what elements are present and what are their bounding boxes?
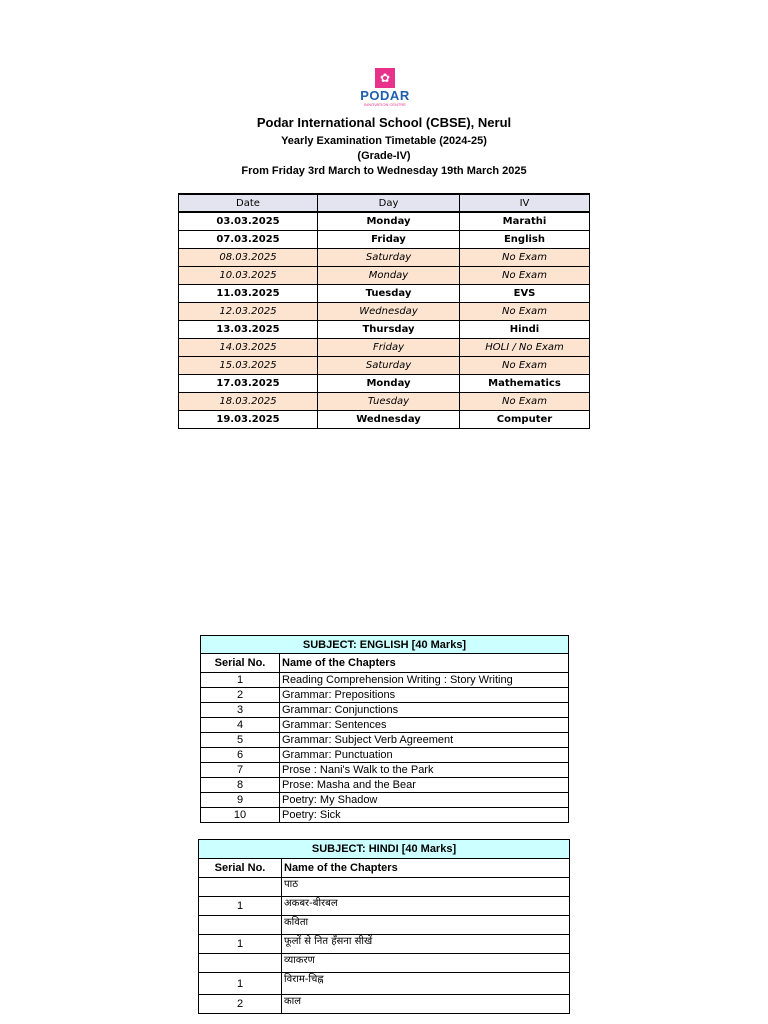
english-chapter-row: [201, 718, 569, 733]
exam-day: Wednesday: [318, 303, 460, 321]
hindi-col-serial: Serial No.: [199, 859, 282, 878]
exam-day: Monday: [318, 375, 460, 393]
grade-label: (Grade-IV): [357, 150, 411, 162]
exam-date: 15.03.2025: [179, 357, 318, 375]
serial-number: [199, 878, 282, 897]
exam-subject: Marathi: [460, 212, 590, 231]
exam-date: 17.03.2025: [179, 375, 318, 393]
exam-subject: Hindi: [460, 321, 590, 339]
serial-number: 6: [201, 748, 280, 763]
exam-date: 07.03.2025: [179, 231, 318, 249]
chapter-name: फूलों से नित हँसना सीखें: [282, 935, 570, 954]
hindi-col-chapters: Name of the Chapters: [282, 859, 570, 878]
exam-subject: Computer: [460, 411, 590, 429]
english-table-title: SUBJECT: ENGLISH [40 Marks]: [201, 636, 569, 654]
exam-day: Saturday: [318, 357, 460, 375]
serial-number: 1: [201, 673, 280, 688]
english-col-chapters: Name of the Chapters: [280, 654, 569, 673]
chapter-name: पाठ: [282, 878, 570, 897]
tree-icon: ✿: [375, 68, 395, 88]
chapter-name: Grammar: Conjunctions: [280, 703, 569, 718]
exam-date: 03.03.2025: [179, 212, 318, 231]
serial-number: [199, 954, 282, 973]
hindi-chapter-row: [199, 897, 570, 916]
exam-date: 19.03.2025: [179, 411, 318, 429]
timetable-row: [179, 339, 590, 357]
timetable-row: [179, 285, 590, 303]
exam-subject: English: [460, 231, 590, 249]
timetable-row: [179, 375, 590, 393]
hindi-chapter-row: [199, 954, 570, 973]
hindi-chapter-row: [199, 878, 570, 897]
logo-text: PODAR: [360, 88, 410, 103]
chapter-name: Prose: Masha and the Bear: [280, 778, 569, 793]
exam-day: Friday: [318, 339, 460, 357]
exam-subject: No Exam: [460, 249, 590, 267]
timetable-row: [179, 267, 590, 285]
serial-number: 1: [199, 973, 282, 995]
exam-subject: No Exam: [460, 267, 590, 285]
english-chapter-row: [201, 748, 569, 763]
chapter-name: Grammar: Subject Verb Agreement: [280, 733, 569, 748]
exam-date: 12.03.2025: [179, 303, 318, 321]
col-grade: IV: [460, 194, 590, 212]
chapter-name: Grammar: Sentences: [280, 718, 569, 733]
exam-date: 13.03.2025: [179, 321, 318, 339]
exam-date: 14.03.2025: [179, 339, 318, 357]
timetable-row: [179, 357, 590, 375]
english-col-serial: Serial No.: [201, 654, 280, 673]
chapter-name: Poetry: Sick: [280, 808, 569, 823]
hindi-chapter-row: [199, 995, 570, 1014]
col-date: Date: [179, 194, 318, 212]
english-chapter-row: [201, 763, 569, 778]
chapter-name: व्याकरण: [282, 954, 570, 973]
exam-timetable: [178, 193, 590, 429]
exam-subject: EVS: [460, 285, 590, 303]
timetable-row: [179, 231, 590, 249]
exam-day: Friday: [318, 231, 460, 249]
exam-subject: No Exam: [460, 357, 590, 375]
serial-number: 10: [201, 808, 280, 823]
exam-date: 10.03.2025: [179, 267, 318, 285]
exam-day: Tuesday: [318, 285, 460, 303]
serial-number: 2: [199, 995, 282, 1014]
chapter-name: विराम-चिह्न: [282, 973, 570, 995]
chapter-name: Prose : Nani's Walk to the Park: [280, 763, 569, 778]
timetable-row: [179, 321, 590, 339]
serial-number: 1: [199, 935, 282, 954]
exam-day: Wednesday: [318, 411, 460, 429]
school-name: Podar International School (CBSE), Nerul: [256, 115, 512, 130]
exam-day: Saturday: [318, 249, 460, 267]
timetable-header: [179, 194, 590, 212]
exam-subject: No Exam: [460, 303, 590, 321]
english-chapter-row: [201, 778, 569, 793]
exam-day: Monday: [318, 212, 460, 231]
serial-number: 4: [201, 718, 280, 733]
exam-day: Monday: [318, 267, 460, 285]
english-chapter-row: [201, 793, 569, 808]
timetable-row: [179, 411, 590, 429]
serial-number: 7: [201, 763, 280, 778]
serial-number: 1: [199, 897, 282, 916]
exam-subject: HOLI / No Exam: [460, 339, 590, 357]
serial-number: 2: [201, 688, 280, 703]
hindi-chapter-row: [199, 973, 570, 995]
exam-day: Tuesday: [318, 393, 460, 411]
exam-date: 18.03.2025: [179, 393, 318, 411]
chapter-name: काल: [282, 995, 570, 1014]
col-day: Day: [318, 194, 460, 212]
english-chapter-row: [201, 688, 569, 703]
exam-date: 08.03.2025: [179, 249, 318, 267]
logo-subtext: INNOVATION CENTRE: [364, 102, 406, 107]
exam-date: 11.03.2025: [179, 285, 318, 303]
exam-subject: Mathematics: [460, 375, 590, 393]
english-chapter-row: [201, 808, 569, 823]
exam-title: Yearly Examination Timetable (2024-25): [281, 135, 487, 147]
chapter-name: अकबर-बीरबल: [282, 897, 570, 916]
timetable-row: [179, 212, 590, 231]
hindi-chapter-row: [199, 916, 570, 935]
english-chapter-row: [201, 673, 569, 688]
chapter-name: कविता: [282, 916, 570, 935]
school-logo: [359, 68, 411, 110]
serial-number: [199, 916, 282, 935]
exam-subject: No Exam: [460, 393, 590, 411]
timetable-row: [179, 249, 590, 267]
serial-number: 5: [201, 733, 280, 748]
timetable-row: [179, 303, 590, 321]
serial-number: 9: [201, 793, 280, 808]
chapter-name: Grammar: Punctuation: [280, 748, 569, 763]
english-chapter-row: [201, 703, 569, 718]
chapter-name: Reading Comprehension Writing : Story Writing: [280, 673, 569, 688]
date-range: From Friday 3rd March to Wednesday 19th March 2025: [241, 165, 527, 177]
chapter-name: Poetry: My Shadow: [280, 793, 569, 808]
hindi-chapter-row: [199, 935, 570, 954]
english-chapter-row: [201, 733, 569, 748]
exam-day: Thursday: [318, 321, 460, 339]
chapter-name: Grammar: Prepositions: [280, 688, 569, 703]
english-syllabus-table: [200, 635, 569, 823]
serial-number: 8: [201, 778, 280, 793]
hindi-syllabus-table: [198, 839, 570, 1014]
serial-number: 3: [201, 703, 280, 718]
hindi-table-title: SUBJECT: HINDI [40 Marks]: [199, 840, 570, 859]
timetable-row: [179, 393, 590, 411]
